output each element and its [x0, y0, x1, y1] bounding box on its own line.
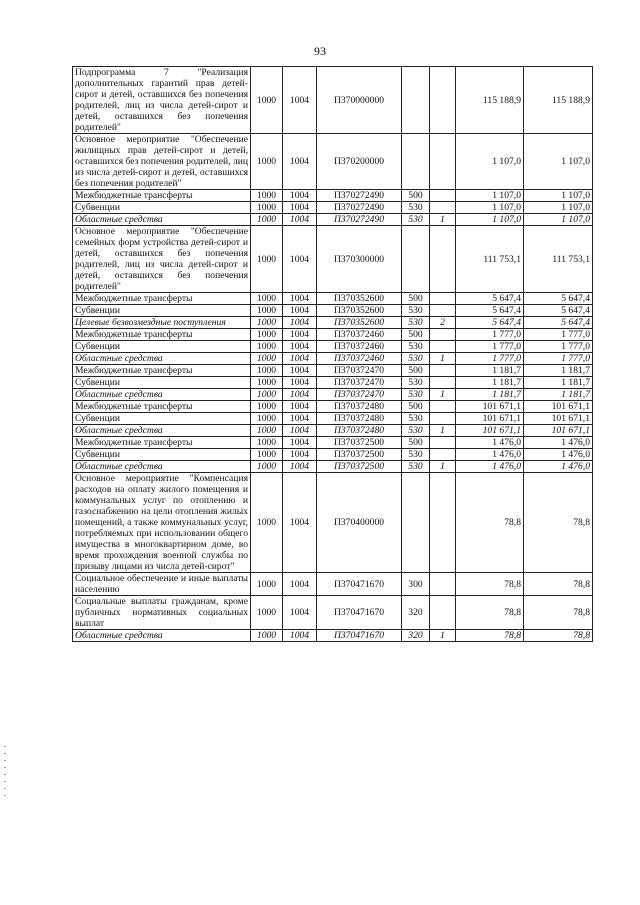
expense-type-cell: [402, 67, 430, 134]
table-row: [73, 67, 593, 134]
expense-type-cell: 530: [402, 377, 430, 389]
amount-cell-1: 1 476,0: [456, 449, 524, 461]
target-article-cell: П370372500: [317, 437, 402, 449]
expense-type-cell: [402, 134, 430, 190]
row-name-cell: Основное мероприятие "Обеспечение жилищных прав детей-сирот и детей, оставшихся без попечения родителей, лиц из числа детей-сирот и детей, оставшихся без попечения родителей": [73, 134, 251, 190]
source-cell: [430, 413, 456, 425]
table-row: [73, 202, 593, 214]
row-name-cell: Субвенции: [73, 341, 251, 353]
razdel-cell: 1000: [251, 226, 283, 293]
expense-type-cell: 500: [402, 365, 430, 377]
podrazdel-cell: 1004: [283, 425, 317, 437]
podrazdel-cell: 1004: [283, 473, 317, 573]
podrazdel-cell: 1004: [283, 401, 317, 413]
amount-cell-1: 78,8: [456, 573, 524, 596]
amount-cell-1: 1 107,0: [456, 134, 524, 190]
razdel-cell: 1000: [251, 401, 283, 413]
budget-table: [72, 66, 593, 642]
expense-type-cell: 530: [402, 389, 430, 401]
razdel-cell: 1000: [251, 389, 283, 401]
expense-type-cell: 530: [402, 461, 430, 473]
target-article-cell: П370000000: [317, 67, 402, 134]
amount-cell-1: 78,8: [456, 473, 524, 573]
razdel-cell: 1000: [251, 413, 283, 425]
table-body: [73, 67, 593, 642]
source-cell: 1: [430, 461, 456, 473]
podrazdel-cell: 1004: [283, 134, 317, 190]
source-cell: [430, 449, 456, 461]
podrazdel-cell: 1004: [283, 341, 317, 353]
row-name-cell: Областные средства: [73, 425, 251, 437]
table-row: [73, 134, 593, 190]
row-name-cell: Основное мероприятие "Обеспечение семейных форм устройства детей-сирот и детей, оставшихся без попечения родителей, лиц из числа детей-сирот и детей, оставшихся без попечения родителей": [73, 226, 251, 293]
target-article-cell: П370372470: [317, 389, 402, 401]
page-number: 93: [314, 44, 326, 58]
table-row: [73, 353, 593, 365]
expense-type-cell: 500: [402, 437, 430, 449]
row-name-cell: Целевые безвозмездные поступления: [73, 317, 251, 329]
row-name-cell: Субвенции: [73, 449, 251, 461]
amount-cell-1: 78,8: [456, 596, 524, 630]
table-row: [73, 377, 593, 389]
table-row: [73, 365, 593, 377]
target-article-cell: П370352600: [317, 317, 402, 329]
target-article-cell: П370272490: [317, 214, 402, 226]
podrazdel-cell: 1004: [283, 596, 317, 630]
row-name-cell: Межбюджетные трансферты: [73, 365, 251, 377]
row-name-cell: Субвенции: [73, 377, 251, 389]
source-cell: 1: [430, 353, 456, 365]
table-row: [73, 389, 593, 401]
amount-cell-1: 1 181,7: [456, 365, 524, 377]
target-article-cell: П370200000: [317, 134, 402, 190]
source-cell: [430, 573, 456, 596]
amount-cell-2: 5 647,4: [524, 317, 593, 329]
amount-cell-2: 1 777,0: [524, 341, 593, 353]
amount-cell-1: 5 647,4: [456, 293, 524, 305]
amount-cell-2: 1 181,7: [524, 389, 593, 401]
podrazdel-cell: 1004: [283, 630, 317, 642]
target-article-cell: П370372470: [317, 377, 402, 389]
podrazdel-cell: 1004: [283, 190, 317, 202]
expense-type-cell: 500: [402, 190, 430, 202]
amount-cell-1: 1 181,7: [456, 389, 524, 401]
podrazdel-cell: 1004: [283, 202, 317, 214]
table-row: [73, 317, 593, 329]
expense-type-cell: 530: [402, 341, 430, 353]
table-row: [73, 413, 593, 425]
row-name-cell: Межбюджетные трансферты: [73, 329, 251, 341]
podrazdel-cell: 1004: [283, 67, 317, 134]
razdel-cell: 1000: [251, 573, 283, 596]
table-row: [73, 425, 593, 437]
razdel-cell: 1000: [251, 377, 283, 389]
expense-type-cell: 500: [402, 293, 430, 305]
target-article-cell: П370352600: [317, 305, 402, 317]
podrazdel-cell: 1004: [283, 437, 317, 449]
target-article-cell: П370471670: [317, 596, 402, 630]
source-cell: [430, 226, 456, 293]
source-cell: [430, 377, 456, 389]
amount-cell-2: 101 671,1: [524, 425, 593, 437]
table-row: [73, 461, 593, 473]
expense-type-cell: 530: [402, 413, 430, 425]
target-article-cell: П370372480: [317, 425, 402, 437]
amount-cell-1: 1 476,0: [456, 461, 524, 473]
expense-type-cell: [402, 473, 430, 573]
table-row: [73, 630, 593, 642]
table-row: [73, 190, 593, 202]
table-row: [73, 341, 593, 353]
razdel-cell: 1000: [251, 317, 283, 329]
razdel-cell: 1000: [251, 425, 283, 437]
razdel-cell: 1000: [251, 596, 283, 630]
amount-cell-2: 1 476,0: [524, 437, 593, 449]
amount-cell-1: 1 107,0: [456, 190, 524, 202]
target-article-cell: П370400000: [317, 473, 402, 573]
target-article-cell: П370272490: [317, 190, 402, 202]
source-cell: [430, 134, 456, 190]
table-row: [73, 573, 593, 596]
amount-cell-1: 5 647,4: [456, 305, 524, 317]
source-cell: [430, 293, 456, 305]
amount-cell-2: 111 753,1: [524, 226, 593, 293]
row-name-cell: Основное мероприятие "Компенсация расходов на оплату жилого помещения и коммунальных услуг по отоплению и газоснабжению на цели отопления жилых помещений, а также коммунальных услуг, потребляемых при использовании общего имущества в многоквартирном доме, во время прохождения военной службы по призыву лицами из числа детей-сирот": [73, 473, 251, 573]
target-article-cell: П370300000: [317, 226, 402, 293]
scan-margin-marks: [4, 740, 8, 860]
target-article-cell: П370372500: [317, 461, 402, 473]
amount-cell-1: 1 777,0: [456, 341, 524, 353]
podrazdel-cell: 1004: [283, 573, 317, 596]
amount-cell-1: 101 671,1: [456, 401, 524, 413]
table-row: [73, 437, 593, 449]
amount-cell-1: 5 647,4: [456, 317, 524, 329]
expense-type-cell: 500: [402, 401, 430, 413]
podrazdel-cell: 1004: [283, 377, 317, 389]
table-row: [73, 596, 593, 630]
expense-type-cell: 530: [402, 305, 430, 317]
podrazdel-cell: 1004: [283, 353, 317, 365]
target-article-cell: П370372460: [317, 353, 402, 365]
row-name-cell: Межбюджетные трансферты: [73, 401, 251, 413]
amount-cell-2: 78,8: [524, 630, 593, 642]
target-article-cell: П370372460: [317, 341, 402, 353]
row-name-cell: Подпрограмма 7 "Реализация дополнительных гарантий прав детей-сирот и детей, оставшихся без попечения родителей, лиц из числа детей-сирот и детей, оставшихся без попечения родителей": [73, 67, 251, 134]
source-cell: [430, 202, 456, 214]
row-name-cell: Межбюджетные трансферты: [73, 293, 251, 305]
razdel-cell: 1000: [251, 630, 283, 642]
source-cell: [430, 329, 456, 341]
razdel-cell: 1000: [251, 365, 283, 377]
expense-type-cell: 320: [402, 630, 430, 642]
amount-cell-1: 111 753,1: [456, 226, 524, 293]
amount-cell-2: 1 107,0: [524, 134, 593, 190]
expense-type-cell: 300: [402, 573, 430, 596]
row-name-cell: Социальное обеспечение и иные выплаты населению: [73, 573, 251, 596]
amount-cell-1: 101 671,1: [456, 413, 524, 425]
expense-type-cell: 530: [402, 202, 430, 214]
target-article-cell: П370272490: [317, 202, 402, 214]
razdel-cell: 1000: [251, 190, 283, 202]
source-cell: [430, 305, 456, 317]
target-article-cell: П370471670: [317, 630, 402, 642]
amount-cell-1: 115 188,9: [456, 67, 524, 134]
amount-cell-1: 1 107,0: [456, 214, 524, 226]
podrazdel-cell: 1004: [283, 293, 317, 305]
razdel-cell: 1000: [251, 437, 283, 449]
amount-cell-2: 1 107,0: [524, 190, 593, 202]
amount-cell-2: 1 181,7: [524, 377, 593, 389]
razdel-cell: 1000: [251, 305, 283, 317]
podrazdel-cell: 1004: [283, 389, 317, 401]
source-cell: [430, 437, 456, 449]
amount-cell-2: 1 107,0: [524, 214, 593, 226]
source-cell: [430, 401, 456, 413]
row-name-cell: Субвенции: [73, 305, 251, 317]
razdel-cell: 1000: [251, 353, 283, 365]
row-name-cell: Областные средства: [73, 461, 251, 473]
razdel-cell: 1000: [251, 67, 283, 134]
table-row: [73, 293, 593, 305]
row-name-cell: Субвенции: [73, 413, 251, 425]
amount-cell-2: 1 476,0: [524, 449, 593, 461]
row-name-cell: Субвенции: [73, 202, 251, 214]
row-name-cell: Межбюджетные трансферты: [73, 437, 251, 449]
row-name-cell: Областные средства: [73, 630, 251, 642]
source-cell: [430, 473, 456, 573]
table-row: [73, 226, 593, 293]
target-article-cell: П370372470: [317, 365, 402, 377]
source-cell: 1: [430, 630, 456, 642]
target-article-cell: П370372480: [317, 401, 402, 413]
amount-cell-2: 78,8: [524, 473, 593, 573]
source-cell: 1: [430, 389, 456, 401]
expense-type-cell: 530: [402, 214, 430, 226]
razdel-cell: 1000: [251, 329, 283, 341]
expense-type-cell: [402, 226, 430, 293]
target-article-cell: П370471670: [317, 573, 402, 596]
amount-cell-1: 1 777,0: [456, 353, 524, 365]
table-row: [73, 401, 593, 413]
podrazdel-cell: 1004: [283, 317, 317, 329]
amount-cell-2: 1 181,7: [524, 365, 593, 377]
source-cell: 1: [430, 425, 456, 437]
amount-cell-2: 1 107,0: [524, 202, 593, 214]
table-row: [73, 449, 593, 461]
source-cell: [430, 190, 456, 202]
podrazdel-cell: 1004: [283, 329, 317, 341]
source-cell: [430, 67, 456, 134]
table-row: [73, 305, 593, 317]
table-row: [73, 473, 593, 573]
source-cell: [430, 365, 456, 377]
source-cell: 2: [430, 317, 456, 329]
podrazdel-cell: 1004: [283, 413, 317, 425]
amount-cell-2: 115 188,9: [524, 67, 593, 134]
razdel-cell: 1000: [251, 214, 283, 226]
row-name-cell: Социальные выплаты гражданам, кроме публичных нормативных социальных выплат: [73, 596, 251, 630]
amount-cell-1: 1 181,7: [456, 377, 524, 389]
expense-type-cell: 530: [402, 425, 430, 437]
row-name-cell: Областные средства: [73, 353, 251, 365]
amount-cell-2: 5 647,4: [524, 305, 593, 317]
amount-cell-2: 1 777,0: [524, 329, 593, 341]
podrazdel-cell: 1004: [283, 461, 317, 473]
table-row: [73, 329, 593, 341]
target-article-cell: П370372460: [317, 329, 402, 341]
target-article-cell: П370372480: [317, 413, 402, 425]
source-cell: 1: [430, 214, 456, 226]
amount-cell-1: 101 671,1: [456, 425, 524, 437]
razdel-cell: 1000: [251, 461, 283, 473]
row-name-cell: Межбюджетные трансферты: [73, 190, 251, 202]
expense-type-cell: 530: [402, 317, 430, 329]
podrazdel-cell: 1004: [283, 449, 317, 461]
amount-cell-2: 78,8: [524, 573, 593, 596]
target-article-cell: П370372500: [317, 449, 402, 461]
source-cell: [430, 341, 456, 353]
amount-cell-1: 1 777,0: [456, 329, 524, 341]
podrazdel-cell: 1004: [283, 305, 317, 317]
amount-cell-2: 5 647,4: [524, 293, 593, 305]
razdel-cell: 1000: [251, 341, 283, 353]
amount-cell-1: 78,8: [456, 630, 524, 642]
target-article-cell: П370352600: [317, 293, 402, 305]
amount-cell-1: 1 107,0: [456, 202, 524, 214]
table-row: [73, 214, 593, 226]
amount-cell-2: 1 476,0: [524, 461, 593, 473]
razdel-cell: 1000: [251, 202, 283, 214]
expense-type-cell: 500: [402, 329, 430, 341]
razdel-cell: 1000: [251, 473, 283, 573]
expense-type-cell: 320: [402, 596, 430, 630]
amount-cell-2: 101 671,1: [524, 413, 593, 425]
amount-cell-2: 1 777,0: [524, 353, 593, 365]
razdel-cell: 1000: [251, 134, 283, 190]
amount-cell-2: 101 671,1: [524, 401, 593, 413]
razdel-cell: 1000: [251, 449, 283, 461]
expense-type-cell: 530: [402, 449, 430, 461]
podrazdel-cell: 1004: [283, 214, 317, 226]
expense-type-cell: 530: [402, 353, 430, 365]
amount-cell-1: 1 476,0: [456, 437, 524, 449]
podrazdel-cell: 1004: [283, 226, 317, 293]
row-name-cell: Областные средства: [73, 389, 251, 401]
source-cell: [430, 596, 456, 630]
podrazdel-cell: 1004: [283, 365, 317, 377]
row-name-cell: Областные средства: [73, 214, 251, 226]
amount-cell-2: 78,8: [524, 596, 593, 630]
razdel-cell: 1000: [251, 293, 283, 305]
